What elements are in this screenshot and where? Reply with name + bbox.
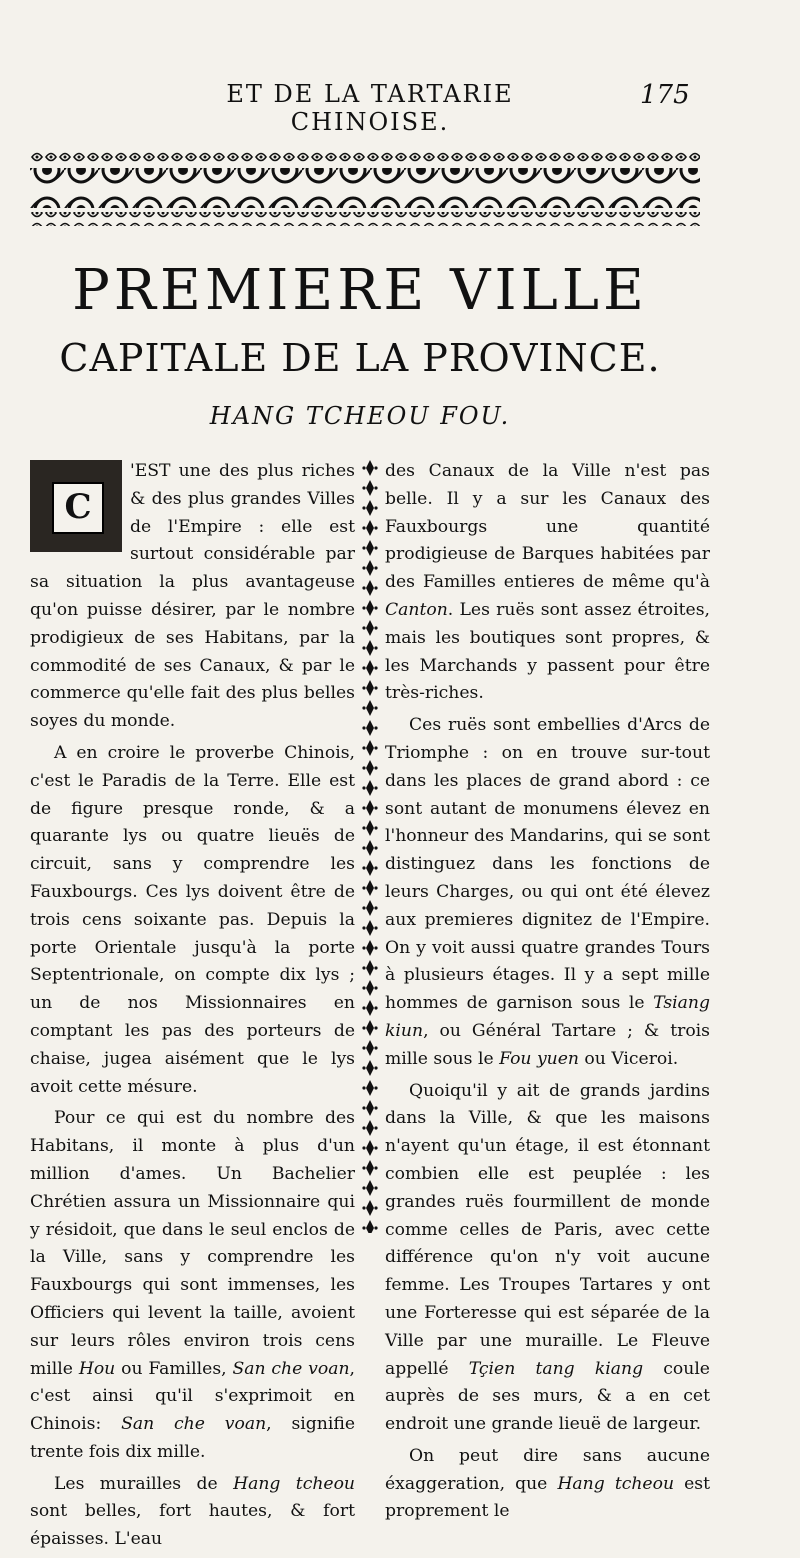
ornament-band	[30, 150, 700, 230]
paragraph: Ces ruës sont embellies d'Arcs de Triomphe : on en trouve sur-tout dans les places de grand abord : ce sont autant de monumens élevez en l'honneur des Mandarins, qui se sont distinguez dans les fonctions de leurs Charges, ou qui ont été élevez aux premieres dignitez de l'Empire. On y voit aussi quatre grandes Tours à plusieurs étages. Il y a sept mille hommes de garnison sous le Tsiang kiun, ou Général Tartare ; & trois mille sous le Fou yuen ou Viceroi.	[385, 715, 710, 1069]
paragraph: Quoiqu'il y ait de grands jardins dans la Ville, & que les maisons n'ayent qu'un étage, il est étonnant combien elle est peuplée : les grandes ruës fourmillent de monde comme celles de Paris, avec cette différence qu'on n'y voit aucune femme. Les Troupes Tartares y ont une Forteresse qui est séparée de la Ville par une muraille. Le Fleuve appellé Tçien tang kiang coule auprès de ses murs, & a en cet endroit une grande lieuë de largeur.	[385, 1080, 710, 1435]
paragraph: des Canaux de la Ville n'est pas belle. Il y a sur les Canaux des Fauxbourgs une quantité prodigieuse de Barques habitées par des Familles entieres de même qu'à Canton. Les ruës sont assez étroites, mais les boutiques sont propres, & les Marchands y passent pour être très-riches.	[385, 461, 710, 704]
chapter-title: PREMIERE VILLE	[72, 258, 648, 323]
page-number: 175	[640, 80, 690, 110]
paragraph: 'EST une des plus riches & des plus grandes Villes de l'Empire : elle est surtout considérable par sa situation la plus avantageuse qu'on puisse désirer, par le nombre prodigieux de ses Habitans, par la commodité de ses Canaux, & par le commerce qu'elle fait des plus belles soyes du monde.	[30, 461, 355, 732]
left-column	[30, 458, 355, 1558]
paragraph: A en croire le proverbe Chinois, c'est le Paradis de la Terre. Elle est de figure presque ronde, & a quarante lys ou quatre lieuës de circuit, sans y comprendre les Fauxbourgs. Ces lys doivent être de trois cens soixante pas. Depuis la porte Orientale jusqu'à la porte Septentrionale, on compte dix lys ; un de nos Missionnaires en comptant les pas des porteurs de chaise, jugea aisément que le lys avoit cette mésure.	[30, 742, 355, 1097]
initial-letter: C	[52, 482, 104, 534]
city-name: HANG TCHEOU FOU.	[209, 402, 511, 430]
paragraph: Les murailles de Hang tcheou sont belles, fort hautes, & fort épaisses. L'eau	[30, 1473, 355, 1550]
decorated-initial	[30, 460, 122, 552]
paragraph: On peut dire sans aucune éxaggeration, que Hang tcheou est proprement le	[385, 1445, 710, 1522]
running-head: ET DE LA TARTARIE CHINOISE.	[226, 80, 514, 136]
paragraph: Pour ce qui est du nombre des Habitans, il monte à plus d'un million d'ames. Un Bachelier Chrétien assura un Missionnaire qui y résidoit, que dans le seul enclos de la Ville, sans y comprendre les Fauxbourgs qui sont immenses, les Officiers qui levent la taille, avoient sur leurs rôles environ trois cens mille Hou ou Familles, San che voan, c'est ainsi qu'il s'exprimoit en Chinois: San che voan, signifie trente fois dix mille.	[30, 1108, 355, 1462]
right-column	[385, 458, 710, 1530]
column-divider	[360, 458, 380, 1233]
chapter-subtitle: CAPITALE DE LA PROVINCE.	[59, 336, 661, 380]
